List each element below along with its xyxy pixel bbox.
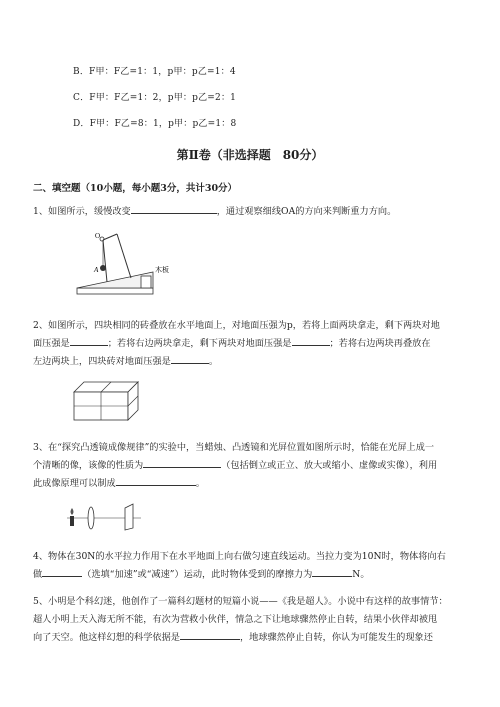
q2-line-2 <box>33 335 473 353</box>
q5-line-3 <box>33 629 473 647</box>
q2-blank-3[interactable] <box>171 353 209 364</box>
light-screen <box>125 504 133 530</box>
candle-body <box>70 516 74 526</box>
q4-text-d: N。 <box>352 569 370 580</box>
question-1 <box>33 203 473 221</box>
q3-text-d: 此成像原理可以制成 <box>33 478 116 489</box>
q3-text-e: 。 <box>195 478 205 489</box>
convex-lens <box>88 507 94 529</box>
q3-line-3 <box>33 475 473 493</box>
q4-blank-1[interactable] <box>42 566 82 577</box>
q5-blank-1[interactable] <box>180 629 240 640</box>
option-c: C．F甲：F乙=1：2，p甲：p乙=2：1 <box>73 93 237 103</box>
fig-point-o <box>100 237 104 241</box>
fig-stand-right <box>117 234 131 278</box>
q2-line-1: 2、如图所示，四块相同的砖叠放在水平地面上，对地面压强为p，若将上面两块拿走，剩下两块对地 <box>33 320 440 331</box>
fig-stand-post <box>103 240 107 282</box>
question-5 <box>33 593 473 647</box>
q4-text-b: 做 <box>33 569 43 580</box>
q4-blank-2[interactable] <box>312 566 352 577</box>
fig-label-board: 木板 <box>155 267 169 274</box>
fig-bob <box>100 265 106 271</box>
fill-in-section-heading: 二、填空题（10小题，每小题3分，共计30分） <box>33 183 238 194</box>
q1-text-a: 1、如图所示，缓慢改变 <box>33 206 131 217</box>
q2-blank-1[interactable] <box>70 335 108 346</box>
q2-text-e: 左边两块上，四块砖对地面压强是 <box>33 356 171 367</box>
option-d: D．F甲：F乙=8：1，p甲：p乙=1：8 <box>73 119 237 129</box>
q5-text-c: 向了天空。他这样幻想的科学依据是 <box>33 632 180 643</box>
question-3 <box>33 439 473 493</box>
q2-text-b: 面压强是 <box>33 338 70 349</box>
q3-blank-1[interactable] <box>143 457 221 468</box>
q2-text-f: 。 <box>208 356 218 367</box>
q5-line-1: 5、小明是个科幻迷，他创作了一篇科幻题材的短篇小说——《我是超人》。小说中有这样的故事情节： <box>33 596 448 607</box>
candle-flame <box>71 508 74 515</box>
q5-text-d: ，地球骤然停止自转，你认为可能发生的现象还 <box>240 632 433 643</box>
q5-line-2: 超人小明上天入海无所不能，有次为营救小伙伴，情急之下让地球骤然停止自转，结果小伙伴却被甩 <box>33 614 438 625</box>
q4-line-1: 4、物体在30N的水平拉力作用下在水平地面上向右做匀速直线运动。当拉力变为10N时，物体将向右 <box>33 551 446 562</box>
q2-text-c: ；若将右边两块拿走，剩下两块对地面压强是 <box>107 338 292 349</box>
q2-text-d: ；若将右边两块再叠放在 <box>329 338 431 349</box>
q3-line-1: 3、在“探究凸透镜成像规律”的实验中，当蜡烛、凸透镜和光屏位置如图所示时，恰能在光屏上成一 <box>33 442 435 453</box>
bricks-figure <box>72 380 142 422</box>
q1-blank[interactable] <box>131 203 217 214</box>
q4-line-2 <box>33 566 473 584</box>
section-title: 第Ⅱ卷（非选择题 80分） <box>176 148 324 162</box>
fig-label-a: A <box>94 266 99 274</box>
question-4 <box>33 548 473 584</box>
q2-line-3 <box>33 353 473 371</box>
lens-figure <box>65 502 145 532</box>
q2-blank-2[interactable] <box>292 335 330 346</box>
question-2 <box>33 317 473 371</box>
fig-stand-arm <box>103 234 117 240</box>
fig-label-o: O <box>95 232 101 240</box>
fig-base <box>77 288 153 294</box>
q3-text-b: 个清晰的像，该像的性质为 <box>33 460 144 471</box>
q1-text-b: ，通过观察细线OA的方向来判断重力方向。 <box>216 206 397 217</box>
option-b: B．F甲：F乙=1：1，p甲：p乙=1：4 <box>73 67 236 77</box>
gravity-direction-figure <box>75 228 185 300</box>
q4-text-c: （选填“加速”或“减速”）运动，此时物体受到的摩擦力为 <box>82 569 313 580</box>
fig-block <box>141 276 151 288</box>
q3-line-2 <box>33 457 473 475</box>
q3-blank-2[interactable] <box>116 475 196 486</box>
q3-text-c: （包括倒立或正立、放大或缩小、虚像或实像），利用 <box>221 460 438 471</box>
